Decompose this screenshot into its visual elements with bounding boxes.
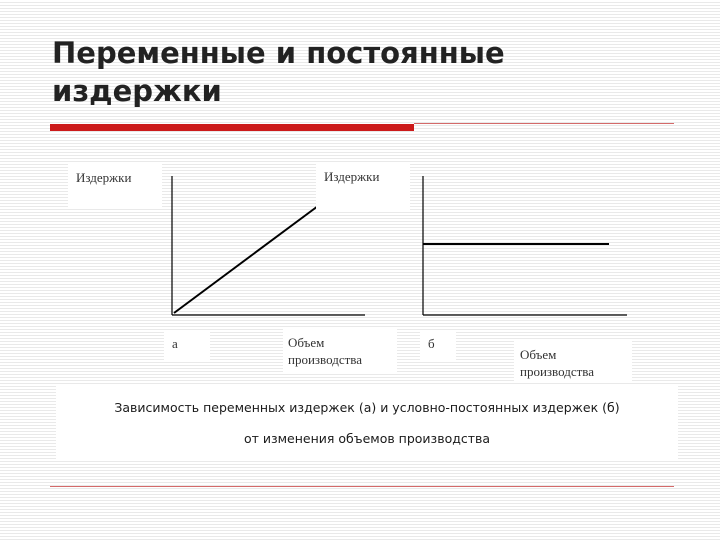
graph-b-marker-text: б <box>428 336 435 351</box>
caption-line-1: Зависимость переменных издержек (а) и условно-постоянных издержек (б) <box>114 400 620 415</box>
graph-b-y-label <box>316 162 410 210</box>
graph-b-marker <box>420 330 456 360</box>
graph-a-marker <box>164 330 210 360</box>
graph-a-x-label <box>283 328 397 372</box>
caption-line-2: от изменения объемов производства <box>243 431 491 446</box>
graph-a-variable-cost-line <box>174 206 318 313</box>
graph-a-y-label <box>68 164 162 208</box>
graph-b-x-label-text: Объем производства <box>520 347 595 379</box>
graph-a-marker-text: а <box>172 336 178 351</box>
graph-a-x-label-text: Объем производства <box>288 335 363 367</box>
graph-a-y-label-text: Издержки <box>76 170 132 185</box>
graph-b-x-label <box>514 339 632 383</box>
footer-rule <box>50 486 674 487</box>
graph-b-y-label-text: Издержки <box>324 169 380 184</box>
figure-caption <box>56 386 678 460</box>
slide-title: Переменные и постоянные издержки <box>52 36 505 108</box>
